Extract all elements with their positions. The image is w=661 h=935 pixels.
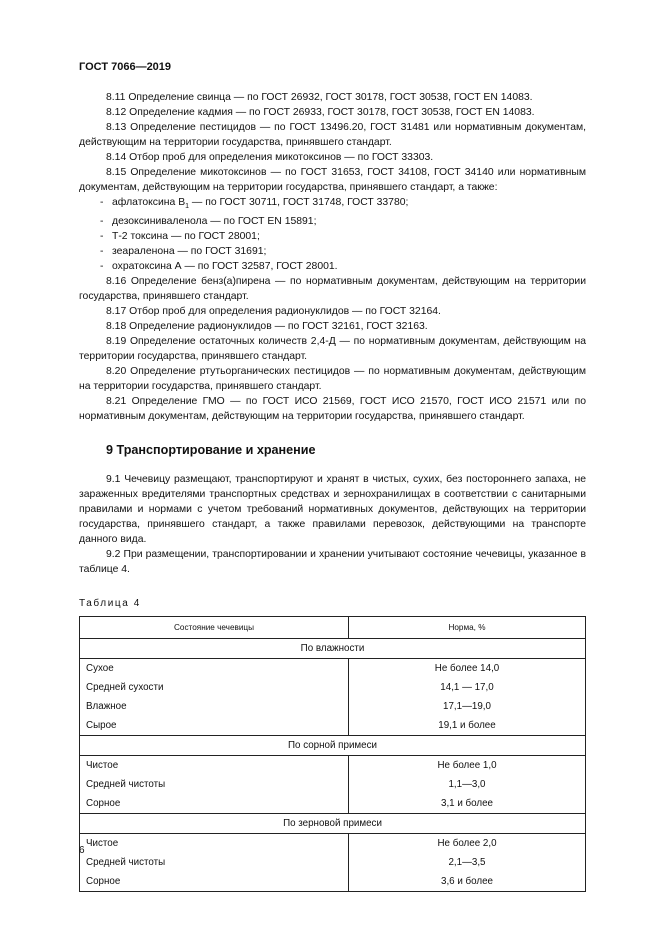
norm-cell: Не более 14,0 xyxy=(349,659,586,679)
table-row xyxy=(80,756,586,776)
paragraph: 8.12 Определение кадмия — по ГОСТ 26933, ГОСТ 30178, ГОСТ 30538, ГОСТ EN 14083. xyxy=(106,107,535,118)
table-row xyxy=(80,775,586,794)
state-cell: Сырое xyxy=(80,716,349,736)
table-group-row xyxy=(80,814,586,834)
section-heading: 9 Транспортирование и хранение xyxy=(106,443,316,458)
norm-cell: Не более 1,0 xyxy=(349,756,586,776)
table-row xyxy=(80,716,586,736)
state-cell: Средней сухости xyxy=(80,678,349,697)
paragraph: 8.19 Определение остаточных количеств 2,4-Д — по нормативным документам, действующим на территории государства, принявшего стандарт. xyxy=(79,336,586,363)
paragraph: 8.18 Определение радионуклидов — по ГОСТ 32161, ГОСТ 32163. xyxy=(106,321,428,333)
state-cell: Чистое xyxy=(80,834,349,854)
document-body xyxy=(79,90,586,892)
dash-list xyxy=(79,214,586,274)
section-8b-list xyxy=(79,274,586,424)
table-group-row xyxy=(80,639,586,659)
norm-cell: 1,1—3,0 xyxy=(349,775,586,794)
document-header: ГОСТ 7066—2019 xyxy=(79,61,172,73)
list-item: - охратоксина А — по ГОСТ 32587, ГОСТ 28001. xyxy=(79,259,586,274)
state-cell: Средней чистоты xyxy=(80,853,349,872)
paragraph: 8.13 Определение пестицидов — по ГОСТ 13496.20, ГОСТ 31481 или нормативным документам, действующим на территории государства, принявшего стандарт. xyxy=(79,122,586,148)
group-title: По влажности xyxy=(80,639,586,659)
list-item-aflatoxin: - афлатоксина $В_1$ — по ГОСТ 30711, ГОСТ 31748, ГОСТ 33780; xyxy=(79,195,586,214)
paragraph: 8.14 Отбор проб для определения микотоксинов — по ГОСТ 33303. xyxy=(106,152,434,163)
paragraph-9-2: 9.2 При размещении, транспортировании и хранении учитывают состояние чечевицы, указанное в таблице 4. xyxy=(79,549,586,576)
paragraph: 8.11 Определение свинца — по ГОСТ 26932, ГОСТ 30178, ГОСТ 30538, ГОСТ EN 14083. xyxy=(106,92,533,103)
paragraph: 8.15 Определение микотоксинов — по ГОСТ 31653, ГОСТ 34108, ГОСТ 34140 или нормативным документам, действующим на территории государства, принявшего стандарт, а также: xyxy=(79,167,586,193)
norm-cell: 3,1 и более xyxy=(349,794,586,814)
norm-cell: Не более 2,0 xyxy=(349,834,586,854)
state-cell: Сухое xyxy=(80,659,349,679)
column-header: Норма, % xyxy=(349,617,586,639)
state-cell: Чистое xyxy=(80,756,349,776)
norm-cell: 14,1 — 17,0 xyxy=(349,678,586,697)
paragraph: 8.16 Определение бенз(а)пирена — по нормативным документам, действующим на территории государства, принявшего стандарт. xyxy=(79,276,586,303)
paragraph: 8.17 Отбор проб для определения радионуклидов — по ГОСТ 32164. xyxy=(106,306,441,318)
paragraph: 8.20 Определение ртутьорганических пестицидов — по нормативным документам, действующим на территории государства, принявшего стандарт. xyxy=(79,366,586,393)
paragraph-9-1: 9.1 Чечевицу размещают, транспортируют и хранят в чистых, сухих, без постороннего запаха, не зараженных вредителями транспортных средствах и зернохранилищах в соответствии с санитарными правилами и нормами с учетом требований нормативных документов, действующих на территории государства, принявшего стандарт, а также правилами перевозок, действующими на транспорте данного вида. xyxy=(79,474,586,546)
group-title: По зерновой примеси xyxy=(80,814,586,834)
table-row xyxy=(80,872,586,892)
table-row xyxy=(80,834,586,854)
table-4 xyxy=(79,616,586,892)
section-8-list xyxy=(79,90,586,195)
table-group-row xyxy=(80,736,586,756)
group-title: По сорной примеси xyxy=(80,736,586,756)
column-header: Состояние чечевицы xyxy=(80,617,349,639)
list-item: - Т-2 токсина — по ГОСТ 28001; xyxy=(79,229,586,244)
state-cell: Сорное xyxy=(80,794,349,814)
state-cell: Влажное xyxy=(80,697,349,716)
table-row xyxy=(80,794,586,814)
list-item: - зеараленона — по ГОСТ 31691; xyxy=(79,244,586,259)
table-row xyxy=(80,659,586,679)
table-row xyxy=(80,697,586,716)
table-row xyxy=(80,853,586,872)
norm-cell: 3,6 и более xyxy=(349,872,586,892)
state-cell: Сорное xyxy=(80,872,349,892)
page-number: 6 xyxy=(79,845,85,856)
table-row xyxy=(80,678,586,697)
state-cell: Средней чистоты xyxy=(80,775,349,794)
norm-cell: 17,1—19,0 xyxy=(349,697,586,716)
paragraph: 8.21 Определение ГМО — по ГОСТ ИСО 21569, ГОСТ ИСО 21570, ГОСТ ИСО 21571 или по нормативным документам, действующим на территории государства, принявшего стандарт. xyxy=(79,396,586,423)
table-caption: Таблица 4 xyxy=(79,598,141,610)
norm-cell: 19,1 и более xyxy=(349,716,586,736)
norm-cell: 2,1—3,5 xyxy=(349,853,586,872)
list-item: - дезоксиниваленола — по ГОСТ EN 15891; xyxy=(79,214,586,229)
table-header-row xyxy=(80,617,586,639)
